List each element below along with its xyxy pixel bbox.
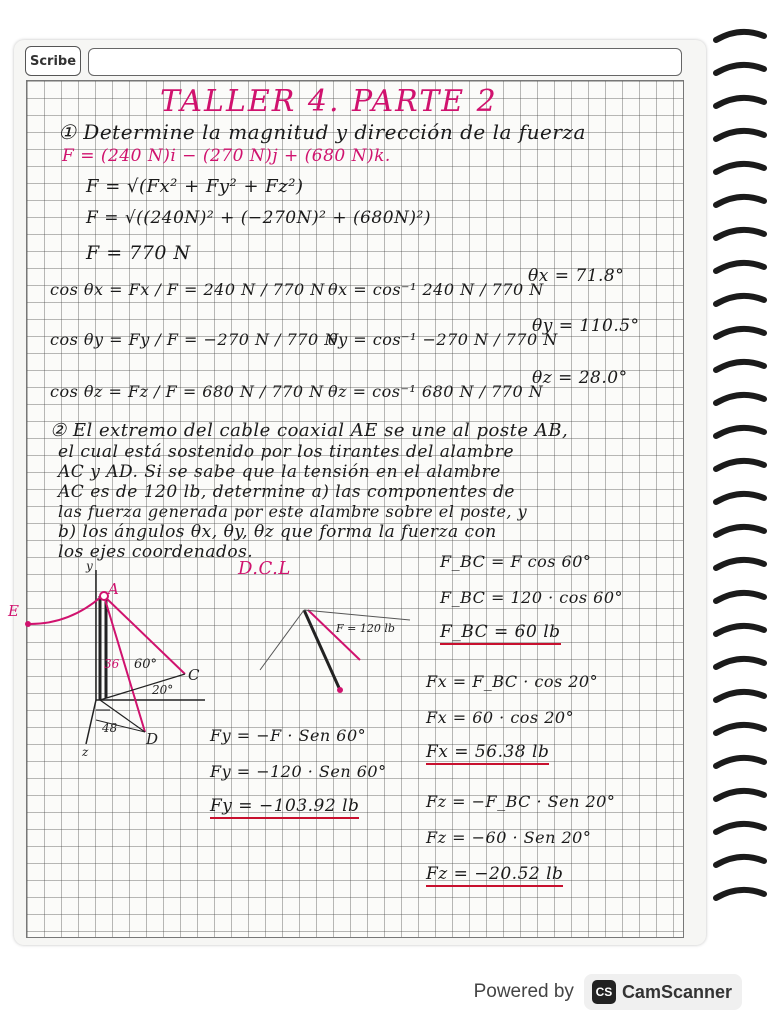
spiral-binding [712,20,768,920]
label-D: D [146,730,159,748]
fy-eq2: Fy = −120 · Sen 60° [210,762,387,781]
camscanner-logo-icon: CS [592,980,616,1004]
spiral-ring [716,857,764,865]
dim-36: 36 [104,657,120,671]
problem2-line6: b) los ángulos θx, θy, θz que forma la fuerza con [58,522,497,542]
problem2-line4: AC es de 120 lb, determine a) las componentes de [58,482,515,502]
fz-eq2: Fz = −60 · Sen 20° [426,828,592,847]
problem1-step2: F = √((240N)² + (−270N)² + (680N)²) [86,208,431,228]
dcl-label: D.C.L [238,558,291,579]
label-A: A [108,580,119,598]
spiral-ring [716,791,764,799]
camscanner-badge [584,974,742,1010]
fx-result: Fx = 56.38 lb [426,742,549,765]
label-y: y [86,560,93,573]
fy-result: Fy = −103.92 lb [210,796,359,819]
spiral-ring [716,230,764,238]
force-label: F = 120 lb [336,622,395,635]
spiral-ring [716,626,764,634]
spiral-ring [716,329,764,337]
pole-diagram [0,560,220,760]
spiral-ring [716,362,764,370]
problem2-line5: las fuerza generada por este alambre sobre el poste, y [58,502,528,521]
spiral-ring [716,263,764,271]
fz-result: Fz = −20.52 lb [426,864,563,887]
dim-48: 48 [102,721,118,735]
problem2-line2: el cual está sostenido por los tirantes del alambre [58,442,515,462]
spiral-ring [716,395,764,403]
spiral-ring [716,593,764,601]
spiral-ring [716,725,764,733]
spiral-ring [716,296,764,304]
camscanner-watermark [474,974,742,1010]
angle-20: 20° [152,683,174,697]
camscanner-name: CamScanner [621,981,732,1002]
theta-y-expression: θy = cos⁻¹ −270 N / 770 N [328,330,558,349]
spiral-ring [716,461,764,469]
label-C: C [188,666,200,684]
notebook-title-field [88,48,682,76]
problem2-line3: AC y AD. Si se sabe que la tensión en el alambre [58,462,501,482]
fx-eq1: Fx = F_BC · cos 20° [426,672,599,691]
label-E: E [8,602,19,620]
spiral-ring [716,659,764,667]
problem1-force-vector: F = (240 N)i − (270 N)j + (680 N)k. [62,146,391,166]
cos-theta-x: cos θx = Fx / F = 240 N / 770 N [50,280,325,299]
fz-eq1: Fz = −F_BC · Sen 20° [426,792,616,811]
problem1-step3: F = 770 N [86,242,191,264]
problem2-line1: ② El extremo del cable coaxial AE se une al poste AB, [50,420,569,441]
theta-z-expression: θz = cos⁻¹ 680 N / 770 N [328,382,544,401]
label-z: z [82,745,89,759]
cos-theta-y: cos θy = Fy / F = −270 N / 770 N [50,330,339,349]
theta-x-expression: θx = cos⁻¹ 240 N / 770 N [328,280,544,299]
cos-theta-z: cos θz = Fz / F = 680 N / 770 N [50,382,324,401]
theta-x-result: θx = 71.8° [528,266,625,286]
fx-eq2: Fx = 60 · cos 20° [426,708,575,727]
spiral-ring [716,32,764,40]
fbc-eq1: F_BC = F cos 60° [440,552,592,571]
spiral-ring [716,560,764,568]
angle-60: 60° [134,657,158,672]
problem1-statement: ① Determine la magnitud y dirección de la fuerza [58,120,586,144]
notebook-brand-logo: Scribe [25,46,81,76]
spiral-ring [716,692,764,700]
spiral-ring [716,890,764,898]
theta-y-result: θy = 110.5° [532,316,640,336]
spiral-ring [716,494,764,502]
spiral-ring [716,131,764,139]
powered-by-text: Powered by [473,981,574,1002]
spiral-ring [716,758,764,766]
spiral-ring [716,428,764,436]
spiral-ring [716,197,764,205]
fbc-result: F_BC = 60 lb [440,622,561,645]
fbc-eq2: F_BC = 120 · cos 60° [440,588,624,607]
free-body-diagram [240,580,420,700]
spiral-ring [716,164,764,172]
theta-z-result: θz = 28.0° [532,368,628,388]
page-title: TALLER 4. PARTE 2 [160,84,498,119]
spiral-ring [716,824,764,832]
fy-eq1: Fy = −F · Sen 60° [210,726,367,745]
spiral-ring [716,98,764,106]
spiral-ring [716,527,764,535]
spiral-ring [716,65,764,73]
problem1-step1: F = √(Fx² + Fy² + Fz²) [86,176,304,197]
problem2-line7: los ejes coordenados. [58,542,254,562]
